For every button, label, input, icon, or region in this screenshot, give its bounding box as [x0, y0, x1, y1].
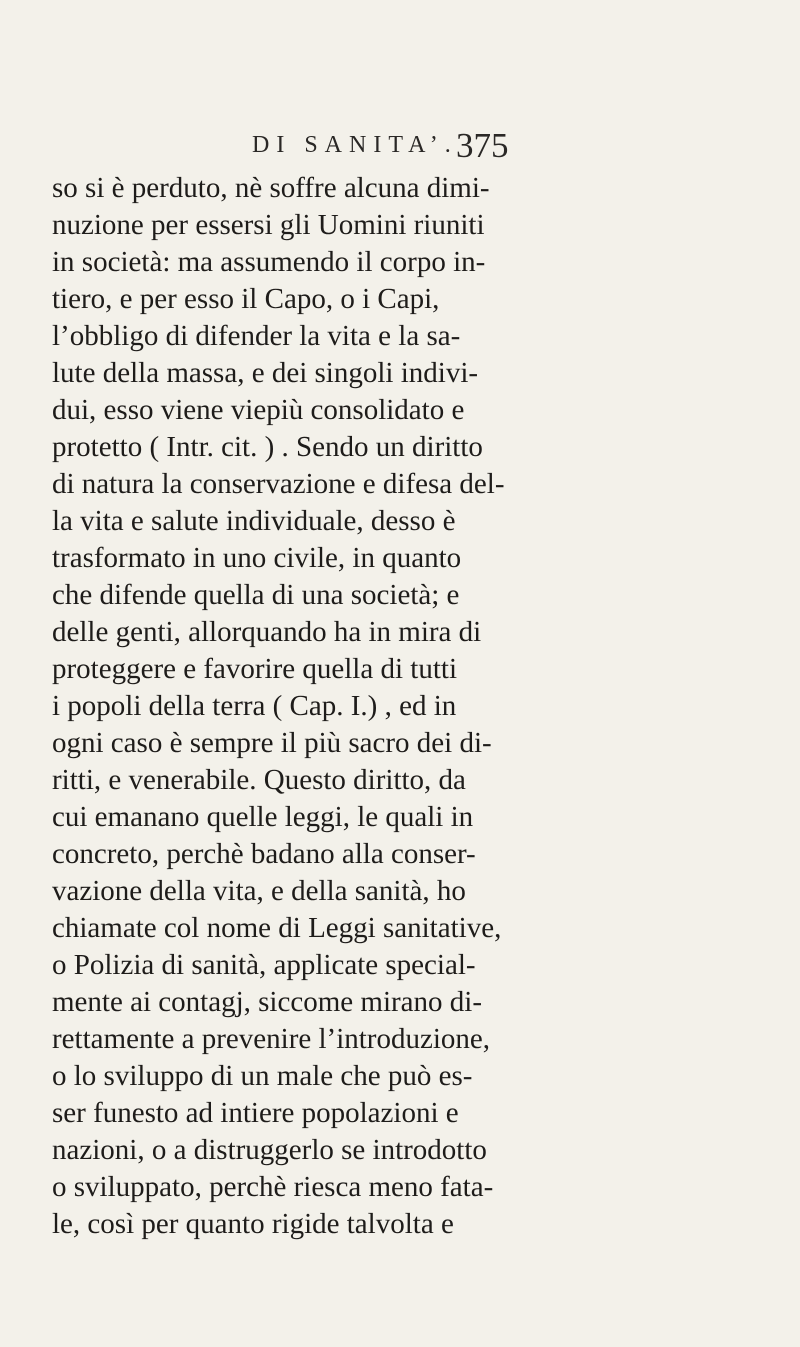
text-line: ogni caso è sempre il più sacro dei di-: [52, 727, 492, 759]
running-title: DI SANITA’.: [252, 132, 458, 158]
text-line: proteggere e favorire quella di tutti: [52, 653, 458, 685]
running-head: [252, 128, 752, 168]
text-line: cui emanano quelle leggi, le quali in: [52, 801, 474, 833]
text-line: trasformato in uno civile, in quanto: [52, 542, 462, 574]
text-line: la vita e salute individuale, desso è: [52, 505, 456, 537]
text-line: nuzione per essersi gli Uomini riuniti: [52, 209, 485, 241]
text-line: tiero, e per esso il Capo, o i Capi,: [52, 283, 440, 315]
page-number: 375: [456, 126, 509, 165]
text-line: so si è perduto, nè soffre alcuna dimi-: [52, 172, 490, 204]
text-line: nazioni, o a distruggerlo se introdotto: [52, 1134, 487, 1166]
text-line: che difende quella di una società; e: [52, 579, 460, 611]
text-line: protetto ( Intr. cit. ) . Sendo un diritto: [52, 431, 483, 463]
text-line: le, così per quanto rigide talvolta e: [52, 1208, 454, 1240]
text-line: concreto, perchè badano alla conser-: [52, 838, 476, 870]
text-line: ser funesto ad intiere popolazioni e: [52, 1097, 459, 1129]
text-line: delle genti, allorquando ha in mira di: [52, 616, 482, 648]
text-line: vazione della vita, e della sanità, ho: [52, 875, 466, 907]
text-line: mente ai contagj, siccome mirano di-: [52, 986, 483, 1018]
text-line: ritti, e venerabile. Questo diritto, da: [52, 764, 466, 796]
text-line: rettamente a prevenire l’introduzione,: [52, 1023, 491, 1055]
text-line: l’obbligo di difender la vita e la sa-: [52, 320, 461, 352]
text-line: di natura la conservazione e difesa del-: [52, 468, 505, 500]
text-line: in società: ma assumendo il corpo in-: [52, 246, 486, 278]
text-line: o lo sviluppo di un male che può es-: [52, 1060, 473, 1092]
text-line: o Polizia di sanità, applicate special-: [52, 949, 476, 981]
text-line: chiamate col nome di Leggi sanitative,: [52, 912, 502, 944]
text-line: dui, esso viene viepiù consolidato e: [52, 394, 465, 426]
text-line: o sviluppato, perchè riesca meno fata-: [52, 1171, 494, 1203]
text-line: lute della massa, e dei singoli indivi-: [52, 357, 479, 389]
text-line: i popoli della terra ( Cap. I.) , ed in: [52, 690, 457, 722]
